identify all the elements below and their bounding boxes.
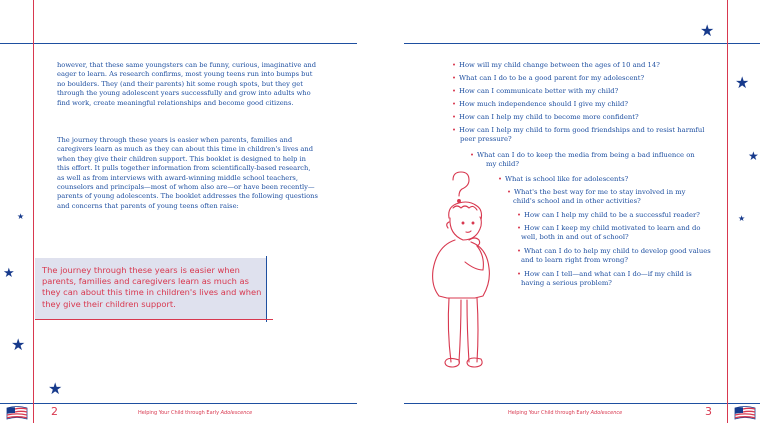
list-item: • How can I help my child to form good friendships and to resist harmful peer pressure?	[452, 126, 705, 144]
star-icon: ★	[17, 212, 25, 221]
star-icon: ★	[700, 21, 715, 40]
page-number: 3	[705, 405, 712, 418]
list-item: • What can I do to be a good parent for my adolescent?	[452, 74, 645, 82]
list-item: • How can I tell—and what can I do—if my child is having a serious problem?	[517, 270, 692, 288]
right-top-rule	[404, 43, 760, 44]
right-margin-rule	[727, 0, 728, 423]
thinking-child-illustration	[425, 170, 515, 375]
list-item: • How will my child change between the ages of 10 and 14?	[452, 61, 660, 69]
us-flag-icon	[5, 405, 29, 421]
us-flag-icon	[733, 405, 757, 421]
list-item: • How can I help my child to become more confident?	[452, 113, 639, 121]
running-head: Helping Your Child through Early Adolescence	[138, 410, 253, 416]
star-icon: ★	[735, 73, 750, 92]
right-bottom-rule	[404, 403, 760, 404]
pull-quote: The journey through these years is easier when parents, families and caregivers learn as much as they can about this time in children's lives and when they give their children support.	[42, 265, 262, 309]
body-paragraph: however, that these same youngsters can be funny, curious, imaginative and eager to learn. As research confirms, most young teens run into bumps but no boulders. They (and their parents) hit some rough spots, but they get through the young adolescent years successfully and grow into adults who find work, create meaningful relationships and become good citizens.	[57, 61, 317, 107]
left-bottom-rule	[0, 403, 357, 404]
running-head: Helping Your Child through Early Adolescence	[508, 410, 623, 416]
star-icon: ★	[11, 335, 26, 354]
body-paragraph: The journey through these years is easier when parents, families and caregivers learn as much as they can about this time in children's lives and when they give their children support. This booklet is designed to help in this effort. It pulls together information from scientifically-based research, as well as from interviews with award-winning middle school teachers, counselors and principals—most of whom also are—or have been recently—parents of young adolescents. The booklet addresses the following questions and concerns that parents of young teens often raise:	[57, 136, 318, 210]
list-item: • How much independence should I give my child?	[452, 100, 628, 108]
list-item: • What's the best way for me to stay involved in my child's school and in other activities?	[507, 188, 686, 206]
left-margin-rule	[33, 0, 34, 423]
list-item: • What can I do to help my child to develop good values and to learn right from wrong?	[517, 247, 711, 265]
left-top-rule	[0, 43, 357, 44]
list-item: • How can I keep my child motivated to learn and do well, both in and out of school?	[517, 224, 701, 242]
list-item: • How can I help my child to be a successful reader?	[517, 211, 700, 219]
list-item: • What can I do to keep the media from being a bad influence on my child?	[470, 151, 695, 169]
list-item: • What is school like for adolescents?	[498, 175, 629, 183]
list-item: • How can I communicate better with my child?	[452, 87, 619, 95]
pull-quote-rule-bottom	[35, 319, 273, 320]
star-icon: ★	[748, 149, 759, 163]
star-icon: ★	[48, 379, 63, 398]
star-icon: ★	[3, 266, 15, 281]
star-icon: ★	[738, 214, 746, 223]
page-number: 2	[51, 405, 58, 418]
